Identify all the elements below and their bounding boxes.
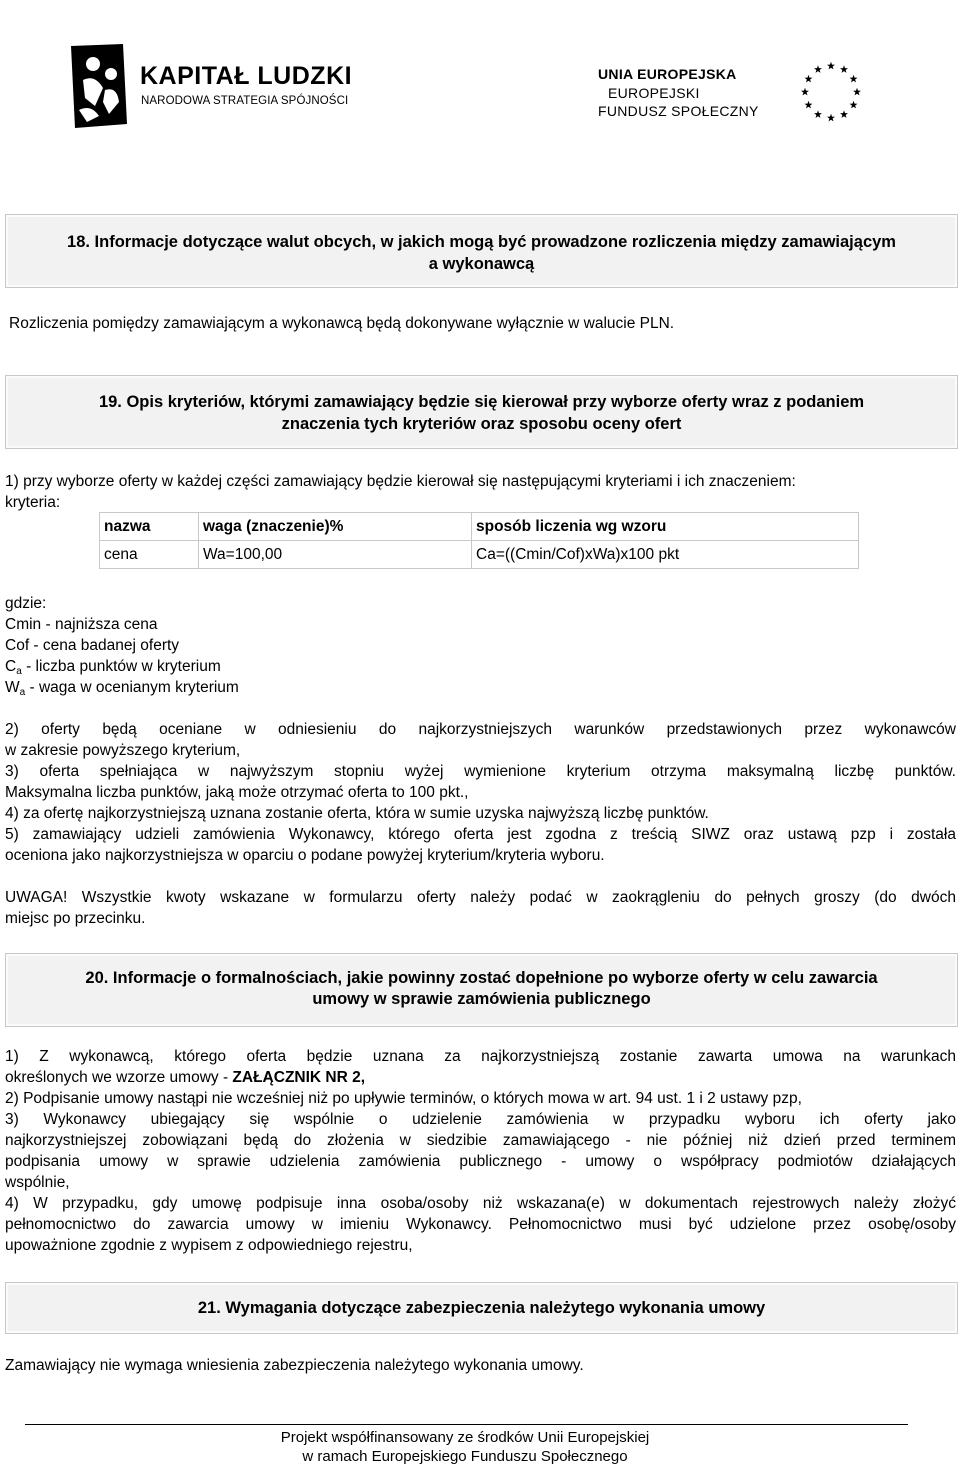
s20-p2: 2) Podpisanie umowy nastąpi nie wcześniej niż po upływie terminów, o których mowa w art. 94 ust. 1 i 2 ustawy pzp, — [5, 1090, 802, 1107]
s19-p3-line1: 3) oferta spełniająca w najwyższym stopniu wyżej wymienione kryterium otrzyma maksymalną liczbę punktów. — [5, 763, 956, 780]
section-20-title-line2: umowy w sprawie zamówienia publicznego — [312, 990, 651, 1008]
s20-p4-line2: pełnomocnictwo do zawarcia umowy w imieniu Wykonawcy. Pełnomocnictwo musi być udzielone przez osobę/osoby — [5, 1216, 956, 1233]
s19-p5-line1: 5) zamawiający udzieli zamówienia Wykonawcy, którego oferta jest zgodna z treścią SIWZ oraz ustawą pzp i została — [5, 826, 956, 843]
eu-star-icon — [804, 101, 812, 109]
table-header-cell: nazwa — [100, 513, 199, 541]
section-18-header — [5, 214, 958, 288]
section-19-header — [5, 375, 958, 449]
kapital-ludzki-logo — [65, 40, 355, 130]
criteria-table — [99, 512, 859, 569]
section-19-intro-line1: 1) przy wyborze oferty w każdej części zamawiający będzie kierował się następującymi kryteriami i ich znaczeniem: — [5, 473, 796, 490]
uwaga-line2: miejsc po przecinku. — [5, 910, 146, 927]
eu-star-icon — [814, 110, 822, 118]
kapital-ludzki-title: KAPITAŁ LUDZKI — [140, 62, 353, 90]
s19-p2-line2: w zakresie powyższego kryterium, — [5, 742, 241, 759]
legend-ca-subscript: a — [16, 666, 22, 677]
s20-p3-line2: najkorzystniejszej zobowiązani będą do złożenia w siedzibie zamawiającego - nie później niż dzień przed terminem — [5, 1132, 956, 1149]
s20-p1-line2 — [5, 1068, 365, 1088]
footer-line1: Projekt współfinansowany ze środków Unii Europejskiej — [280, 1429, 650, 1446]
table-cell: Ca=((Cmin/Cof)xWa)x100 pkt — [472, 541, 859, 569]
footer-line2: w ramach Europejskiego Funduszu Społecznego — [302, 1448, 628, 1465]
eu-star-icon — [827, 114, 835, 122]
section-19-title-line1: 19. Opis kryteriów, którymi zamawiający będzie się kierował przy wyborze oferty wraz z podaniem — [98, 393, 865, 411]
s19-p3-line2: Maksymalna liczba punktów, jaką może otrzymać oferta to 100 pkt., — [5, 784, 469, 801]
kapital-ludzki-subtitle: NARODOWA STRATEGIA SPÓJNOŚCI — [141, 95, 349, 107]
section-19-intro-line2: kryteria: — [5, 494, 61, 511]
eu-star-icon — [840, 65, 848, 73]
table-cell: Wa=100,00 — [199, 541, 472, 569]
section-20-header — [5, 953, 958, 1027]
footer-divider — [25, 1424, 908, 1425]
section-21-body: Zamawiający nie wymaga wniesienia zabezpieczenia należytego wykonania umowy. — [5, 1357, 584, 1374]
eu-line2: EUROPEJSKI — [608, 85, 700, 101]
legend-cmin: Cmin - najniższa cena — [5, 616, 158, 633]
s19-p2-line1: 2) oferty będą oceniane w odniesieniu do najkorzystniejszych warunków przedstawionych przez wykonawców — [5, 721, 956, 738]
legend-wa-text: - waga w ocenianym kryterium — [25, 679, 239, 696]
s20-p1-line2-text: określonych we wzorze umowy - — [5, 1069, 233, 1086]
table-header-cell: waga (znaczenie)% — [199, 513, 472, 541]
eu-star-icon — [853, 88, 861, 96]
legend-wa-subscript: a — [19, 687, 26, 698]
section-20-title-line1: 20. Informacje o formalnościach, jakie powinny zostać dopełnione po wyborze oferty w celu zawarcia — [85, 969, 878, 987]
eu-star-icon — [840, 110, 848, 118]
s19-p4: 4) za ofertę najkorzystniejszą uznana zostanie oferta, która w sumie uzyska najwyższą liczbę punktów. — [5, 805, 709, 822]
s20-p3-line4: wspólnie, — [5, 1174, 70, 1191]
section-18-body: Rozliczenia pomiędzy zamawiającym a wykonawcą będą dokonywane wyłącznie w walucie PLN. — [9, 315, 675, 332]
uwaga-line1: UWAGA! Wszystkie kwoty wskazane w formularzu oferty należy podać w zaokrągleniu do pełnych groszy (do dwóch — [5, 889, 956, 906]
eu-line1: UNIA EUROPEJSKA — [598, 66, 737, 82]
table-header-row — [100, 513, 859, 541]
eu-line3: FUNDUSZ SPOŁECZNY — [598, 103, 759, 119]
s20-p3-line3: podpisania umowy w sprawie udzielenia zamówienia publicznego - umowy o współpracy podmiotów działających — [5, 1153, 956, 1170]
s20-p3-line1: 3) Wykonawcy ubiegający się wspólnie o udzielenie zamówienia w przypadku wyboru ich oferty jako — [5, 1111, 956, 1128]
section-21-title: 21. Wymagania dotyczące zabezpieczenia należytego wykonania umowy — [197, 1299, 766, 1317]
s19-p5-line2: oceniona jako najkorzystniejsza w oparciu o podane powyżej kryterium/kryteria wyboru. — [5, 847, 605, 864]
table-cell: cena — [100, 541, 199, 569]
s20-p4-line3: upoważnione zgodnie z wypisem z odpowiedniego rejestru, — [5, 1237, 413, 1254]
eu-star-icon — [850, 101, 858, 109]
s20-p1-line1: 1) Z wykonawcą, którego oferta będzie uznana za najkorzystniejszą zostanie zawarta umowa na warunkach — [5, 1048, 956, 1065]
human-figures-logo-icon — [65, 40, 137, 130]
table-header-cell: sposób liczenia wg wzoru — [472, 513, 859, 541]
legend-gdzie: gdzie: — [5, 595, 47, 612]
section-18-title-line2: a wykonawcą — [428, 255, 535, 273]
legend-ca-text: - liczba punktów w kryterium — [21, 658, 221, 675]
eu-star-icon — [804, 75, 812, 83]
eu-stars-flag-icon — [786, 58, 876, 126]
legend-ca-letter: C — [5, 658, 17, 675]
legend-wa — [5, 678, 239, 703]
section-21-header — [5, 1282, 958, 1334]
section-18-title-line1: 18. Informacje dotyczące walut obcych, w jakich mogą być prowadzone rozliczenia między zamawiającym — [67, 233, 896, 251]
eu-star-icon — [850, 75, 858, 83]
table-row — [100, 541, 859, 569]
section-19-title-line2: znaczenia tych kryteriów oraz sposobu oceny ofert — [281, 415, 682, 433]
eu-logo — [598, 58, 898, 128]
eu-star-icon — [827, 62, 835, 70]
eu-star-icon — [814, 65, 822, 73]
eu-star-icon — [801, 88, 809, 96]
s20-p1-attachment: ZAŁĄCZNIK NR 2, — [232, 1069, 366, 1086]
s20-p4-line1: 4) W przypadku, gdy umowę podpisuje inna osoba/osoby niż wskazana(e) w dokumentach rejestrowych należy złożyć — [5, 1195, 956, 1212]
legend-cof: Cof - cena badanej oferty — [5, 637, 180, 654]
legend-wa-letter: W — [5, 679, 20, 696]
